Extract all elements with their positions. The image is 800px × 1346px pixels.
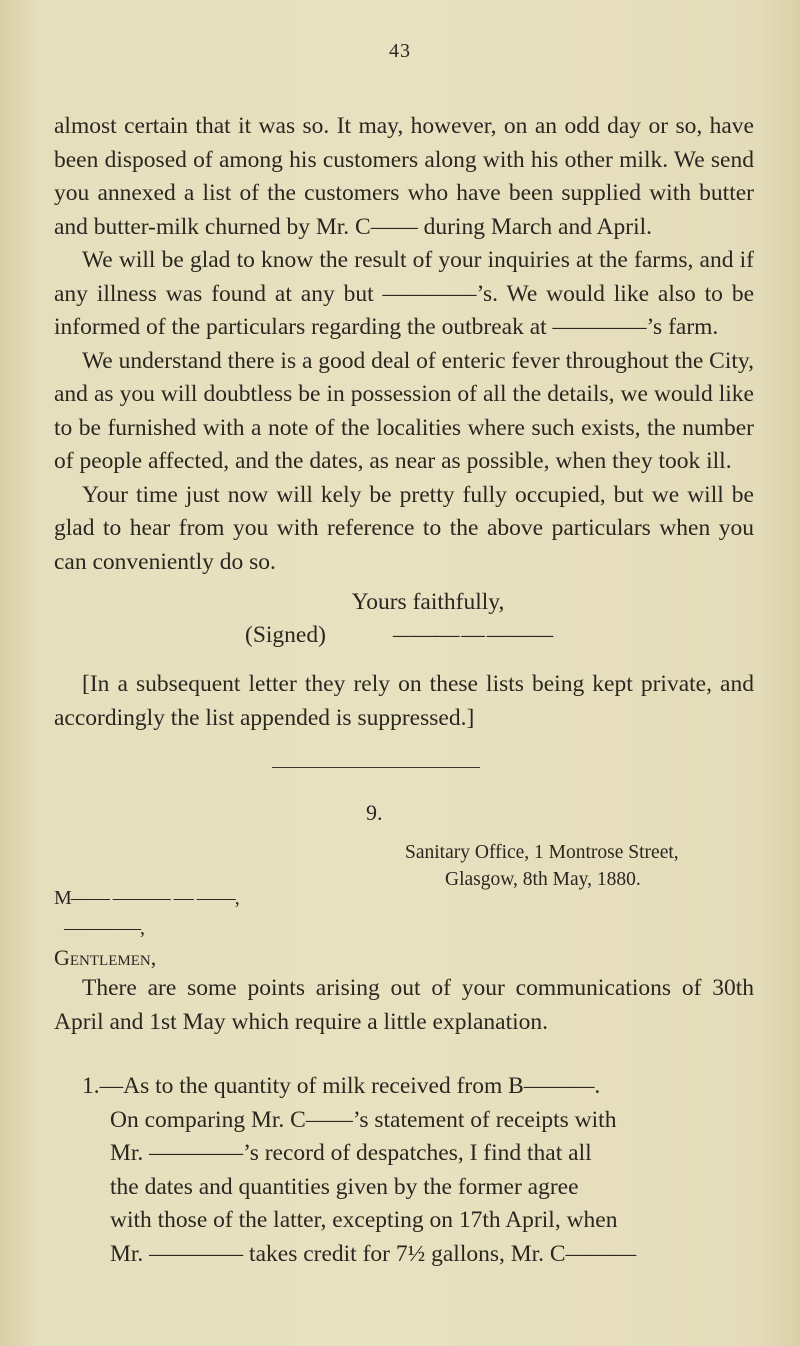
signed-label: (Signed) [245,622,326,648]
paragraph-3: We understand there is a good deal of enteric fever throughout the City, and as you will doubtless be in possession of all the details, we would like to be furnished with a note of the localities where such exists, the number of people affected, and the dates, as near as possible, when they took ill. [54,347,754,474]
editorial-note [54,668,754,735]
letter-body-bottom [54,972,754,1039]
address-line-1: Sanitary Office, 1 Montrose Street, [405,842,679,863]
item-1-line-3: Mr. ————’s record of despatches, I find that all [110,1140,592,1166]
section-divider [272,767,480,768]
note-text: [In a subsequent letter they rely on these lists being kept private, and accordingly the list appended is suppressed.] [54,671,754,731]
page-number: 43 [389,40,411,62]
item-1-line-2: On comparing Mr. C——’s statement of receipts with [110,1106,617,1133]
paragraph-2: We will be glad to know the result of your inquiries at the farms, and if any illness was found at any but ————’s. We would like also to be informed of the particulars regarding the outbreak at ————’s farm. [54,247,754,340]
address-line-2: Glasgow, 8th May, 1880. [445,869,641,890]
body-paragraph: There are some points arising out of your communications of 30th April and 1st May which require a little explanation. [54,975,754,1035]
recipient-block [54,883,239,943]
recipient-line-1: M—— ——— — ——, [54,887,239,909]
item-1 [54,1070,754,1271]
letter-body-top [54,110,754,579]
item-1-line-4: the dates and quantities given by the former agree [110,1173,579,1200]
paragraph-4: Your time just now will kely be pretty fully occupied, but we will be glad to hear from you with reference to the above particulars when you can conveniently do so. [54,481,754,575]
paragraph-1: almost certain that it was so. It may, however, on an odd day or so, have been disposed of among his customers along with his other milk. We send you annexed a list of the customers who have been supplied with butter and butter-milk churned by Mr. C—— during March and April. [54,113,754,240]
address-block [405,839,679,893]
closing-text: Yours faithfully, [351,589,505,615]
item-1-line-1: 1.—As to the quantity of milk received from B———. [82,1073,601,1099]
item-1-line-5: with those of the latter, excepting on 17th April, when [110,1207,618,1233]
recipient-line-2: ————, [64,917,144,939]
salutation: Gentlemen, [54,945,157,970]
section-number: 9. [366,800,383,825]
signature-blank: ——— — ——— [393,622,552,648]
item-1-line-6: Mr. ———— takes credit for 7½ gallons, Mr. C——— [110,1240,637,1267]
